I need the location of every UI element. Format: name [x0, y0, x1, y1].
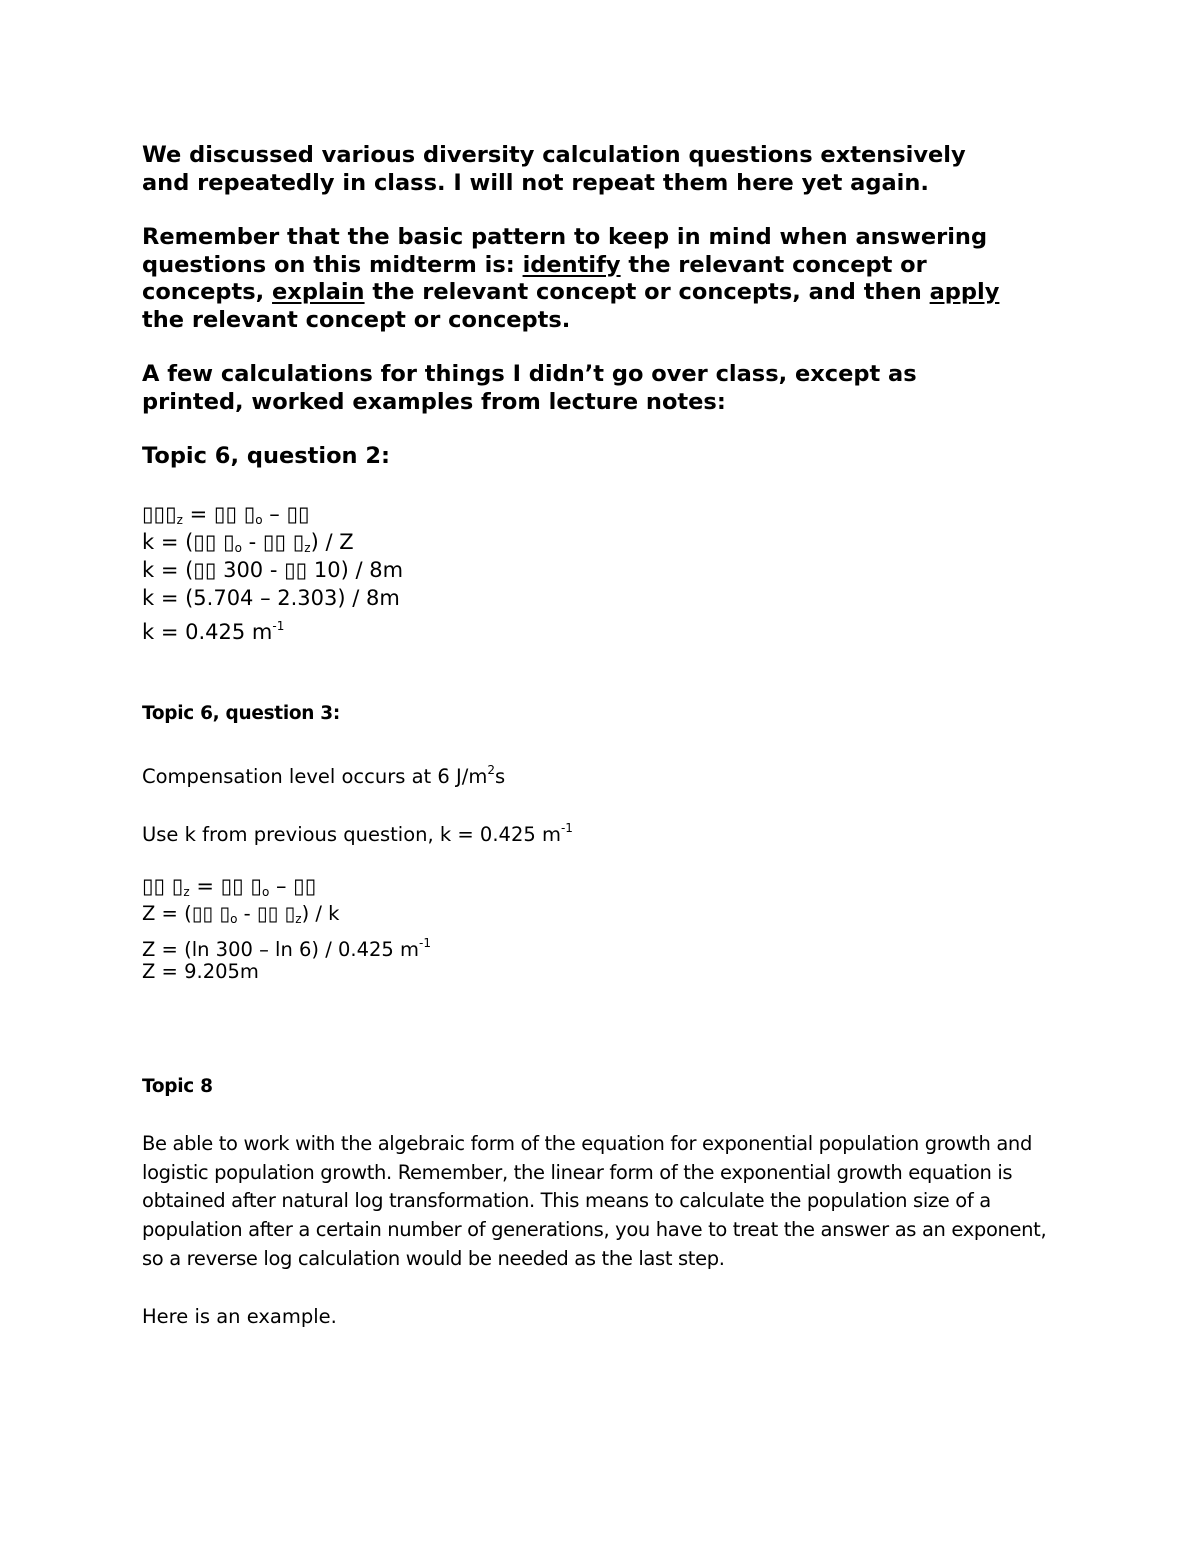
topic6-q3-heading: Topic 6, question 3: [142, 703, 340, 724]
t6q3-eq2-sub-z: z [295, 912, 302, 926]
intro-paragraph [142, 142, 966, 197]
use-k-a: Use k from previous question, k = 0.425 m [142, 823, 561, 846]
t6q2-eq2-a: k = (▯▯ ▯ [142, 530, 235, 554]
pattern-line-3-mid: the relevant concept or concepts, and then [364, 279, 930, 305]
compensation-a: Compensation level occurs at 6 J/m [142, 765, 488, 788]
t6q2-equation-4: k = (5.704 – 2.303) / 8m [142, 586, 400, 610]
pattern-line-2-pre: questions on this midterm is: [142, 251, 523, 278]
t6q3-eq1-sub-o: o [261, 885, 270, 899]
identify-word: identify [522, 251, 621, 278]
topic8-paragraph [142, 1130, 1072, 1274]
t6q3-eq1-a: ▯▯ ▯ [142, 874, 184, 898]
t6q3-eq1-b: = ▯▯ ▯ [189, 874, 262, 898]
t6q2-eq1-b: = ▯▯ ▯ [182, 502, 256, 526]
t6q2-eq2-b: - ▯▯ ▯ [242, 530, 305, 554]
pattern-line-3 [142, 279, 999, 307]
pattern-line-2-post: the relevant concept or [620, 251, 927, 278]
t6q3-eq1-sub-z: z [183, 885, 190, 899]
t6q2-eq1-a: ▯▯▯ [142, 502, 177, 526]
apply-word: apply [929, 279, 1000, 305]
topic6-q2-heading: Topic 6, question 2: [142, 443, 391, 469]
topic8-line-1: Be able to work with the algebraic form of the equation for exponential population growth and [142, 1132, 1032, 1155]
use-k-sup: -1 [560, 821, 573, 835]
pattern-line-2 [142, 252, 999, 280]
t6q3-eq2-a: Z = (▯▯ ▯ [142, 902, 231, 925]
t6q2-eq5-a: k = 0.425 m [142, 620, 273, 644]
t6q3-eq3-sup: -1 [419, 936, 431, 950]
t6q2-eq1-sub-o: o [255, 513, 263, 527]
example-line: Here is an example. [142, 1305, 337, 1328]
topic8-heading: Topic 8 [142, 1076, 213, 1097]
t6q3-eq2-c: ) / k [301, 902, 340, 925]
t6q2-eq2-c: ) / Z [310, 530, 354, 554]
topic8-line-5: so a reverse log calculation would be needed as the last step. [142, 1246, 725, 1270]
pattern-line-1: Remember that the basic pattern to keep in mind when answering [142, 224, 988, 250]
topic8-line-2: logistic population growth. Remember, the linear form of the exponential growth equation is [142, 1160, 1013, 1184]
t6q2-eq1-c: – ▯▯ [262, 502, 310, 526]
pattern-paragraph [142, 224, 999, 334]
t6q2-equation-5 [142, 612, 284, 646]
t6q3-equation-4: Z = 9.205m [142, 960, 259, 983]
calc-line-1: A few calculations for things I didn’t go over class, except as [142, 361, 917, 387]
t6q3-eq2-b: - ▯▯ ▯ [237, 902, 296, 925]
compensation-line [142, 756, 505, 792]
t6q2-equation-3: k = (▯▯ 300 - ▯▯ 10) / 8m [142, 558, 404, 582]
compensation-sup: 2 [487, 763, 495, 777]
pattern-line-4: the relevant concept or concepts. [142, 306, 571, 333]
compensation-b: s [494, 765, 506, 788]
t6q3-eq2-sub-o: o [230, 912, 238, 926]
t6q2-eq5-sup: -1 [272, 619, 285, 633]
t6q2-eq1-sub-z: z [176, 513, 183, 527]
t6q2-eq2-sub-o: o [234, 541, 242, 555]
t6q2-eq2-sub-z: z [304, 541, 311, 555]
use-k-line [142, 814, 573, 850]
topic8-line-4: population after a certain number of generations, you have to treat the answer as an exponent, [142, 1218, 1047, 1242]
explain-word: explain [272, 279, 365, 305]
calc-line-2: printed, worked examples from lecture notes: [142, 388, 726, 415]
t6q3-eq1-c: – ▯▯ [269, 874, 317, 898]
pattern-line-3-pre: concepts, [142, 279, 273, 305]
t6q3-eq3-a: Z = (ln 300 – ln 6) / 0.425 m [142, 938, 420, 961]
calculations-paragraph [142, 361, 917, 416]
intro-line-1: We discussed various diversity calculation questions extensively [142, 142, 966, 168]
topic8-line-3: obtained after natural log transformation. This means to calculate the population size of a [142, 1189, 991, 1213]
intro-line-2: and repeatedly in class. I will not repeat them here yet again. [142, 169, 929, 196]
